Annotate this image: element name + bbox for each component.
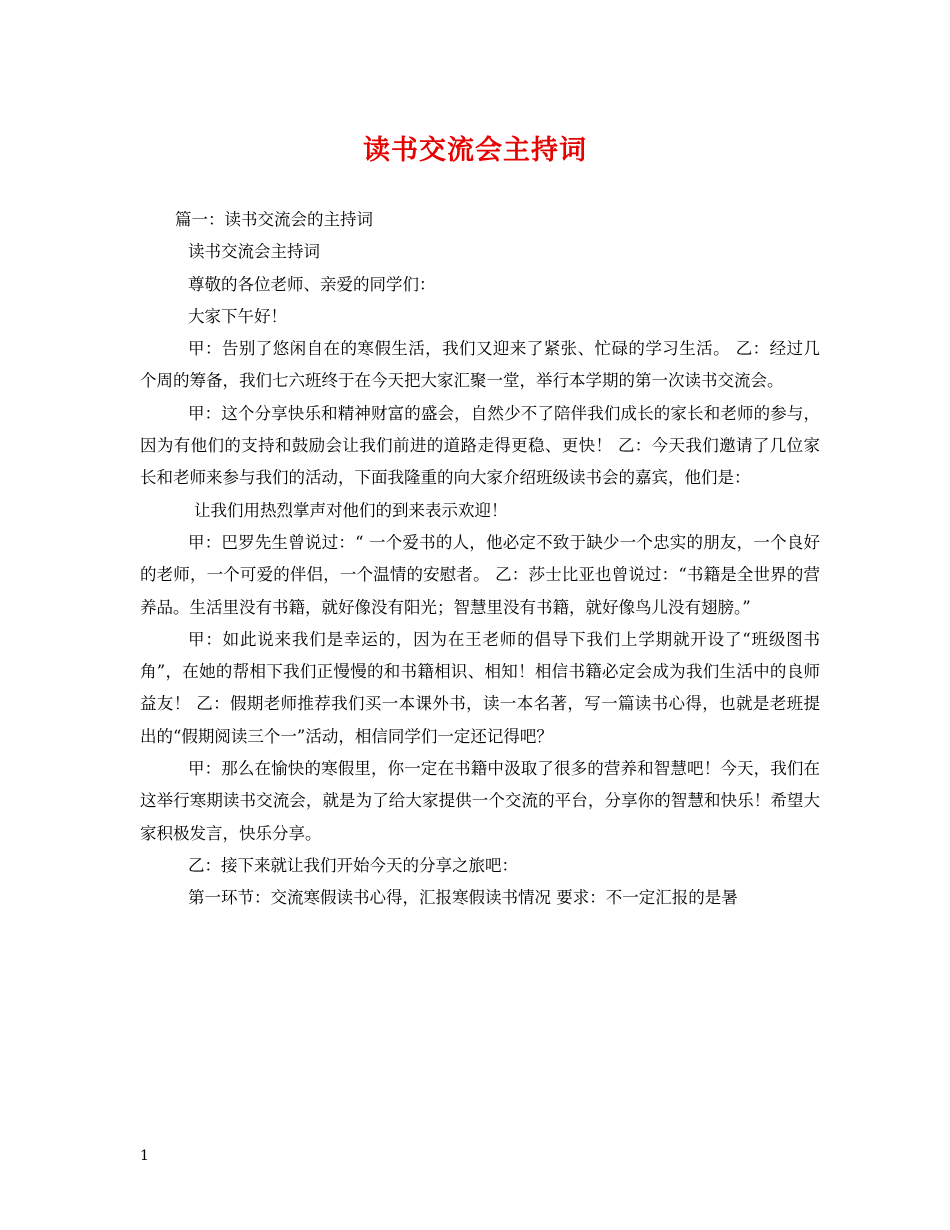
paragraph-dialogue: 甲：这个分享快乐和精神财富的盛会，自然少不了陪伴我们成长的家长和老师的参与，因为有他们的支持和鼓励会让我们前进的道路走得更稳、更快！ 乙：今天我们邀请了几位家长和老师来参与我们的活动，下面我隆重的向大家介绍班级读书会的嘉宾，他们是： xyxy=(140,403,820,488)
document-body xyxy=(140,204,820,915)
paragraph-salutation: 尊敬的各位老师、亲爱的同学们： xyxy=(188,274,436,294)
page-number: 1 xyxy=(140,1148,149,1164)
paragraph-section-one: 第一环节：交流寒假读书心得，汇报寒假读书情况 要求：不一定汇报的是暑 xyxy=(188,888,738,908)
paragraph-dialogue: 甲：那么在愉快的寒假里，你一定在书籍中汲取了很多的营养和智慧吧！今天，我们在这举行寒期读书交流会，就是为了给大家提供一个交流的平台，分享你的智慧和快乐！希望大家积极发言，快乐分享。 xyxy=(140,759,820,843)
paragraph-dialogue: 乙：接下来就让我们开始今天的分享之旅吧： xyxy=(188,855,518,875)
paragraph-dialogue: 甲：告别了悠闲自在的寒假生活，我们又迎来了紧张、忙碌的学习生活。 乙：经过几个周的筹备，我们七六班终于在今天把大家汇聚一堂，举行本学期的第一次读书交流会。 xyxy=(140,339,820,391)
paragraph-greeting: 大家下午好！ xyxy=(188,306,287,326)
paragraph-subtitle: 读书交流会主持词 xyxy=(188,242,320,262)
paragraph-dialogue: 甲：巴罗先生曾说过：“ 一个爱书的人，他必定不致于缺少一个忠实的朋友，一个良好的老师，一个可爱的伴侣，一个温情的安慰者。 乙：莎士比亚也曾说过：“书籍是全世界的营养品。生活里没有书籍，就好像没有阳光；智慧里没有书籍，就好像鸟儿没有翅膀。” xyxy=(140,532,820,617)
paragraph-dialogue: 甲：如此说来我们是幸运的，因为在王老师的倡导下我们上学期就开设了“班级图书角”，在她的帮相下我们正慢慢的和书籍相识、相知！相信书籍必定会成为我们生活中的良师益友！ 乙：假期老师推荐我们买一本课外书，读一本名著，写一篇读书心得，也就是老班提出的“假期阅读三个一”活动，相信同学们一定还记得吧？ xyxy=(140,629,820,746)
paragraph-chapter-heading: 篇一：读书交流会的主持词 xyxy=(175,210,373,229)
paragraph-welcome: 让我们用热烈掌声对他们的到来表示欢迎！ xyxy=(194,500,508,520)
document-title: 读书交流会主持词 xyxy=(363,135,587,166)
